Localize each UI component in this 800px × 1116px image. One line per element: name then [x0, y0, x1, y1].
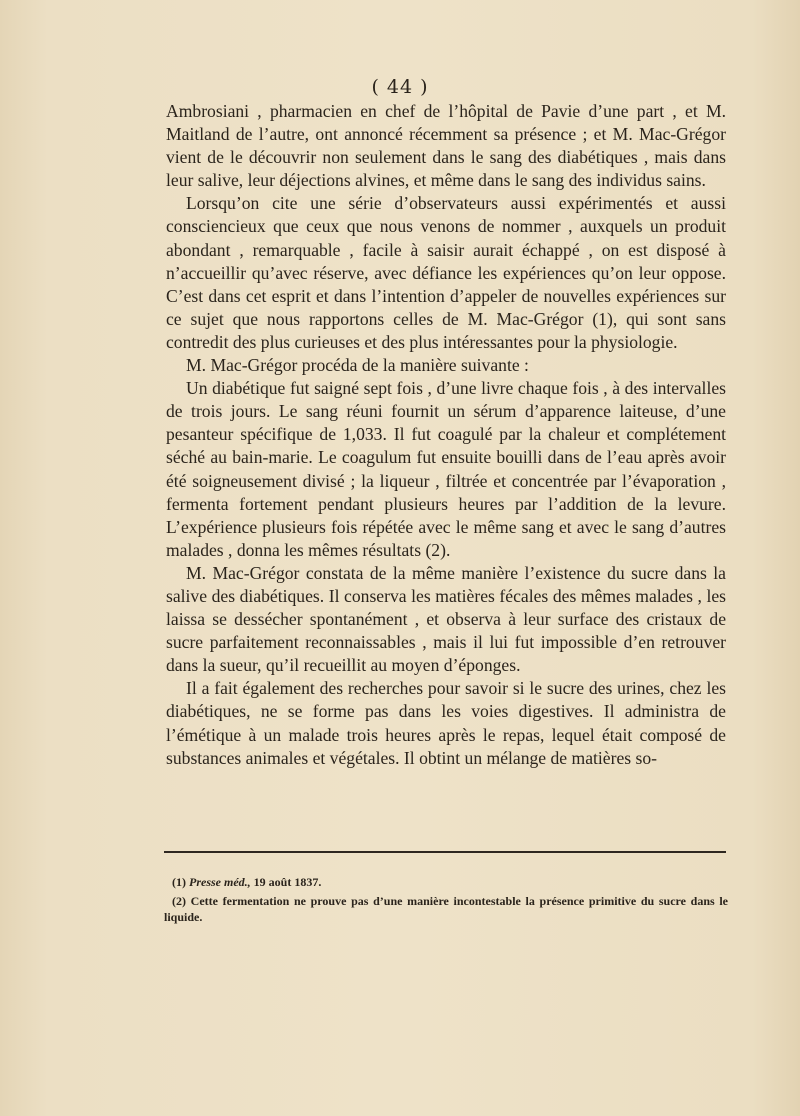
page-number: ( 44 ) [371, 76, 429, 98]
footnote-1-source: Presse méd., [189, 875, 251, 889]
paragraph: Il a fait également des recherches pour savoir si le sucre des urines, chez les diabétiques, ne se forme pas dans les voies digestives. Il administra de l’émétique à un malade trois heures après le repas, lequel était composé de substances animales et végétales. Il obtint un mélange de matières so- [166, 678, 726, 768]
footnote-2-mark: (2) [172, 893, 186, 908]
footnote-divider [164, 851, 726, 853]
paragraph: M. Mac-Grégor procéda de la manière suivante : [186, 355, 529, 376]
paragraph: Un diabétique fut saigné sept fois , d’une livre chaque fois , à des intervalles de trois jours. Le sang réuni fournit un sérum d’apparence laiteuse, d’une pesanteur spécifique de 1,033. Il fut coagulé par la chaleur et complétement séché au bain-marie. Le coagulum fut ensuite bouilli dans de l’eau après avoir été soigneusement divisé ; la liqueur , filtrée et concentrée par l’évaporation , fermenta fortement pendant plusieurs heures par l’addition de la levure. L’expérience plusieurs fois répétée avec le même sang et avec le sang d’autres malades , donna les mêmes résultats (2). [166, 378, 726, 560]
paragraph: Ambrosiani , pharmacien en chef de l’hôpital de Pavie d’une part , et M. Maitland de l’autre, ont annoncé récemment sa présence ; et M. Mac-Grégor vient de le découvrir non seulement dans le sang des diabétiques , mais dans leur salive, leur déjections alvines, et même dans le sang des individus sains. [166, 101, 726, 191]
footnote-1-date: 19 août 1837. [253, 875, 322, 889]
footnote-1-mark: (1) [172, 875, 186, 889]
footnote-2-text: Cette fermentation ne prouve pas d’une manière incontestable la présence primitive du sucre dans le liquide. [164, 893, 728, 924]
footnotes [164, 874, 728, 928]
footnote-2 [164, 893, 728, 926]
main-text [166, 100, 726, 770]
paragraph: Lorsqu’on cite une série d’observateurs aussi expérimentés et aussi consciencieux que ceux que nous venons de nommer , auxquels un produit abondant , remarquable , facile à saisir aurait échappé , on est disposé à n’accueillir qu’avec réserve, avec défiance les expériences qu’on leur oppose. C’est dans cet esprit et dans l’intention d’appeler de nouvelles expériences sur ce sujet que nous rapportons celles de M. Mac-Grégor (1), qui sont sans contredit des plus curieuses et des plus intéressantes pour la physiologie. [166, 193, 726, 352]
paragraph: M. Mac-Grégor constata de la même manière l’existence du sucre dans la salive des diabétiques. Il conserva les matières fécales des mêmes malades , les laissa se dessécher spontanément , et observa à leur surface des cristaux de sucre parfaitement reconnaissables , mais il lui fut impossible d’en retrouver dans la sueur, qu’il recueillit au moyen d’éponges. [166, 562, 726, 676]
footnote-1 [164, 874, 728, 891]
